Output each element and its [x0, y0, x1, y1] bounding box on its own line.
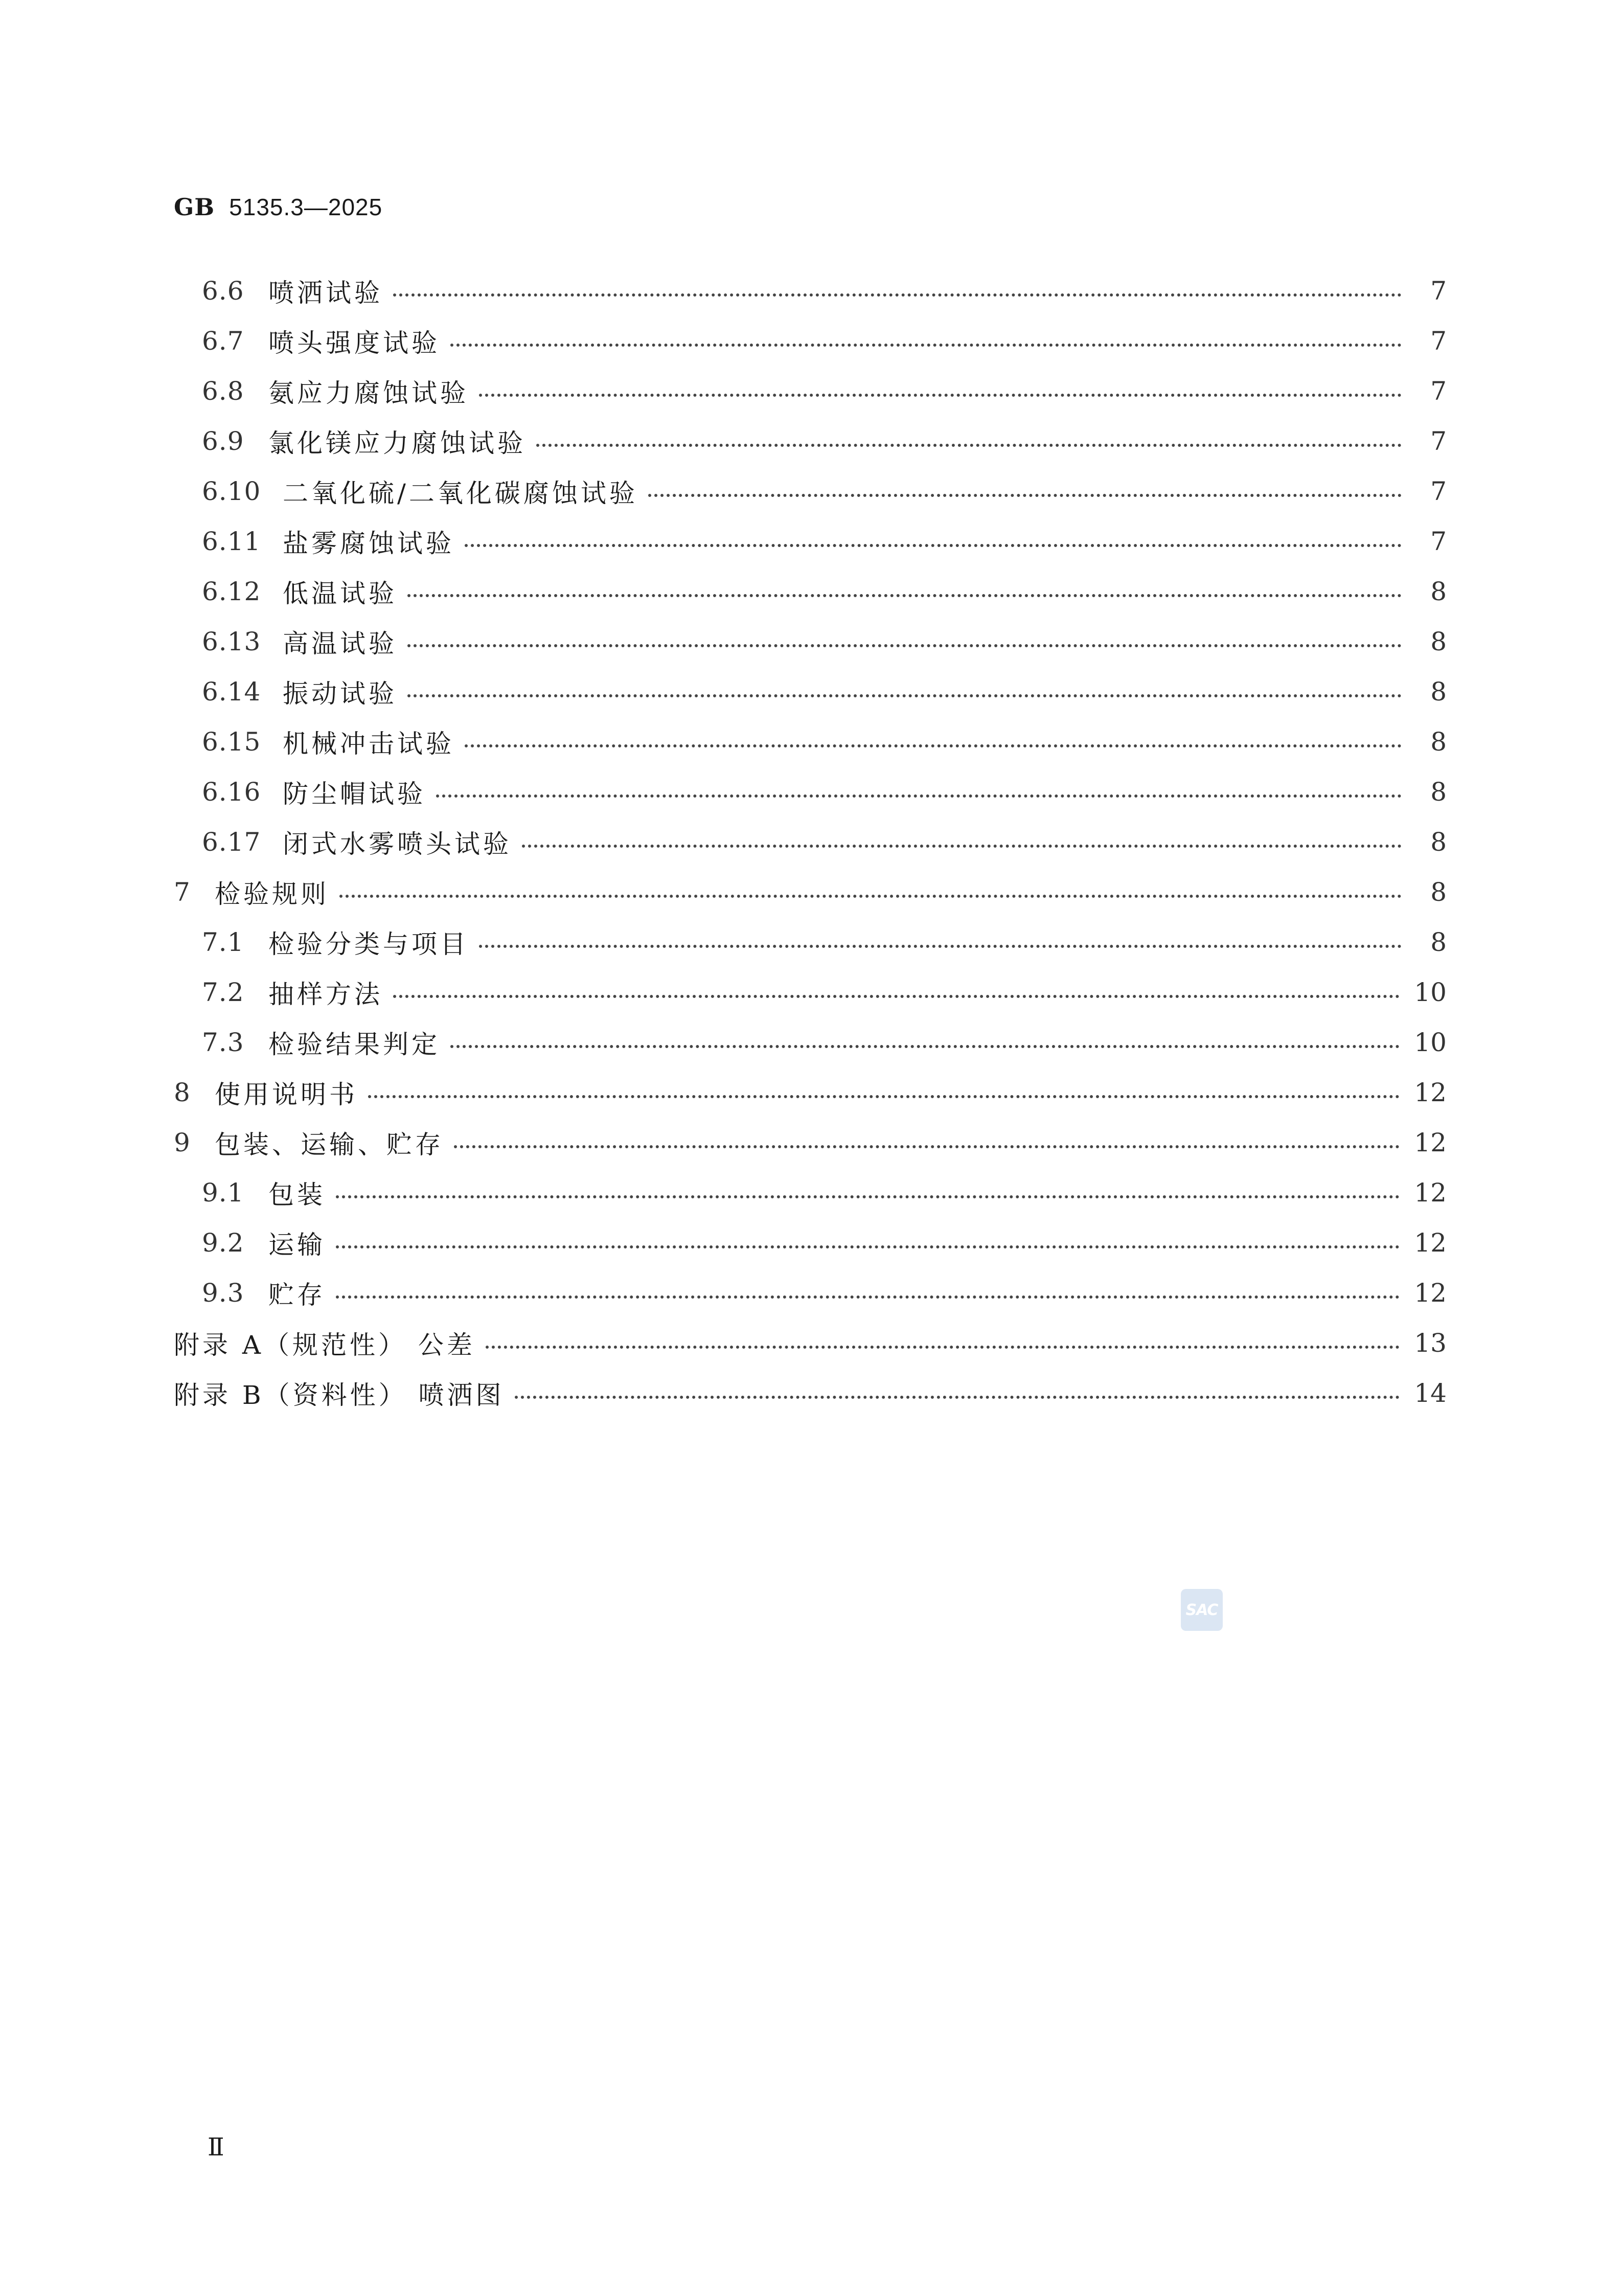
toc-entry-title: 检验结果判定 [268, 1024, 447, 1061]
toc-entry-page: 12 [1414, 1278, 1447, 1308]
toc-dot-leader [339, 895, 1402, 898]
page-number-footer: Ⅱ [208, 2133, 224, 2162]
toc-entry[interactable] [174, 516, 1447, 566]
toc-entry[interactable] [174, 1118, 1447, 1168]
toc-entry-number: 7.3 [202, 1028, 244, 1057]
toc-entry-page: 8 [1430, 627, 1447, 656]
toc-dot-leader [454, 1145, 1400, 1148]
toc-entry-title: 附录 B（资料性） 喷洒图 [174, 1375, 512, 1412]
toc-entry-title: 盐雾腐蚀试验 [283, 523, 462, 560]
toc-entry-number: 9 [174, 1128, 191, 1157]
toc-entry-number: 6.14 [202, 677, 261, 707]
toc-dot-leader [515, 1396, 1400, 1399]
toc-entry-title: 二氧化硫/二氧化碳腐蚀试验 [283, 473, 645, 510]
toc-entry[interactable] [174, 266, 1447, 316]
toc-entry-title: 氯化镁应力腐蚀试验 [268, 423, 533, 460]
toc-dot-leader [479, 945, 1402, 948]
toc-entry[interactable] [174, 1017, 1447, 1067]
toc-dot-leader [407, 594, 1402, 597]
toc-dot-leader [522, 845, 1402, 848]
toc-entry-number: 9.3 [202, 1278, 244, 1308]
toc-entry-number: 7 [174, 877, 191, 907]
toc-entry-number: 6.16 [202, 777, 261, 807]
toc-entry-page: 8 [1430, 877, 1447, 907]
toc-entry[interactable] [174, 566, 1447, 617]
toc-entry-title: 包装 [268, 1174, 333, 1211]
toc-entry-number: 6.12 [202, 577, 261, 606]
toc-entry-number: 7.1 [202, 927, 244, 957]
toc-entry-page: 13 [1414, 1328, 1447, 1358]
toc-entry[interactable] [174, 316, 1447, 366]
toc-entry[interactable] [174, 1168, 1447, 1218]
toc-entry-number: 6.15 [202, 727, 261, 757]
toc-entry-title: 使用说明书 [215, 1074, 365, 1111]
toc-entry[interactable] [174, 416, 1447, 466]
toc-entry-title: 氨应力腐蚀试验 [268, 373, 476, 410]
toc-entry-page: 7 [1430, 376, 1447, 406]
toc-entry-page: 8 [1430, 727, 1447, 757]
toc-entry-number: 6.7 [202, 326, 244, 356]
toc-dot-leader [336, 1295, 1400, 1299]
toc-entry-page: 10 [1414, 1028, 1447, 1057]
toc-entry[interactable] [174, 967, 1447, 1017]
toc-dot-leader [407, 694, 1402, 697]
toc-entry[interactable] [174, 1218, 1447, 1268]
toc-entry[interactable] [174, 1318, 1447, 1368]
toc-dot-leader [465, 544, 1402, 547]
toc-entry[interactable] [174, 366, 1447, 416]
toc-entry[interactable] [174, 1368, 1447, 1418]
toc-entry-title: 抽样方法 [268, 974, 390, 1011]
toc-entry-page: 12 [1414, 1228, 1447, 1258]
toc-dot-leader [393, 995, 1400, 998]
toc-entry-page: 7 [1430, 476, 1447, 506]
toc-entry-number: 9.2 [202, 1228, 244, 1258]
toc-dot-leader [336, 1195, 1400, 1198]
toc-entry[interactable] [174, 767, 1447, 817]
toc-entry[interactable] [174, 667, 1447, 717]
toc-dot-leader [393, 293, 1402, 297]
toc-entry-number: 6.8 [202, 376, 244, 406]
toc-entry-page: 7 [1430, 276, 1447, 306]
toc-entry-number: 7.2 [202, 977, 244, 1007]
toc-entry-page: 7 [1430, 426, 1447, 456]
toc-entry-page: 7 [1430, 326, 1447, 356]
toc-entry-page: 8 [1430, 827, 1447, 857]
toc-entry-page: 12 [1414, 1128, 1447, 1157]
toc-entry-number: 6.9 [202, 426, 244, 456]
toc-entry-title: 喷洒试验 [268, 272, 390, 309]
toc-entry-number: 9.1 [202, 1178, 244, 1208]
standard-number: 5135.3—2025 [229, 194, 383, 220]
toc-entry-title: 振动试验 [283, 673, 404, 710]
toc-entry-page: 12 [1414, 1178, 1447, 1208]
toc-entry-title: 喷头强度试验 [268, 323, 447, 359]
toc-entry-number: 6.13 [202, 627, 261, 656]
toc-entry-number: 6.6 [202, 276, 244, 306]
toc-entry-title: 检验规则 [215, 874, 336, 911]
toc-entry-number: 6.11 [202, 527, 261, 556]
toc-entry-number: 8 [174, 1078, 191, 1107]
document-header [174, 193, 382, 221]
toc-entry-title: 包装、运输、贮存 [215, 1124, 451, 1161]
toc-entry-page: 8 [1430, 927, 1447, 957]
toc-dot-leader [450, 1045, 1400, 1048]
toc-entry-page: 7 [1430, 527, 1447, 556]
toc-entry[interactable] [174, 867, 1447, 917]
sac-watermark-logo [1181, 1589, 1223, 1631]
toc-dot-leader [450, 344, 1402, 347]
toc-entry-title: 附录 A（规范性） 公差 [174, 1325, 483, 1361]
toc-dot-leader [407, 644, 1402, 647]
toc-dot-leader [536, 444, 1402, 447]
toc-entry[interactable] [174, 466, 1447, 516]
toc-entry-title: 贮存 [268, 1275, 333, 1311]
toc-entry-title: 闭式水雾喷头试验 [283, 824, 519, 860]
toc-entry-title: 低温试验 [283, 573, 404, 610]
toc-entry-page: 12 [1414, 1078, 1447, 1107]
toc-entry[interactable] [174, 917, 1447, 967]
toc-entry-page: 10 [1414, 977, 1447, 1007]
toc-entry-title: 检验分类与项目 [268, 924, 476, 961]
toc-dot-leader [648, 494, 1402, 497]
toc-entry[interactable] [174, 1268, 1447, 1318]
toc-entry-title: 运输 [268, 1224, 333, 1261]
toc-entry-title: 机械冲击试验 [283, 723, 462, 760]
toc-dot-leader [436, 794, 1402, 798]
toc-entry-title: 高温试验 [283, 623, 404, 660]
toc-entry-title: 防尘帽试验 [283, 774, 433, 810]
toc-dot-leader [486, 1346, 1400, 1349]
toc-dot-leader [336, 1245, 1400, 1248]
toc-entry-page: 8 [1430, 677, 1447, 707]
toc-entry[interactable] [174, 717, 1447, 767]
table-of-contents [174, 266, 1447, 1418]
toc-entry[interactable] [174, 617, 1447, 667]
toc-entry-page: 8 [1430, 777, 1447, 807]
toc-dot-leader [368, 1095, 1400, 1098]
watermark-text: SAC [1185, 1601, 1218, 1619]
toc-dot-leader [479, 394, 1402, 397]
toc-entry-page: 14 [1414, 1378, 1447, 1408]
toc-entry[interactable] [174, 1067, 1447, 1118]
standard-prefix: GB [174, 193, 215, 221]
toc-dot-leader [465, 744, 1402, 747]
toc-entry-page: 8 [1430, 577, 1447, 606]
toc-entry-number: 6.10 [202, 476, 261, 506]
toc-entry[interactable] [174, 817, 1447, 867]
toc-entry-number: 6.17 [202, 827, 261, 857]
